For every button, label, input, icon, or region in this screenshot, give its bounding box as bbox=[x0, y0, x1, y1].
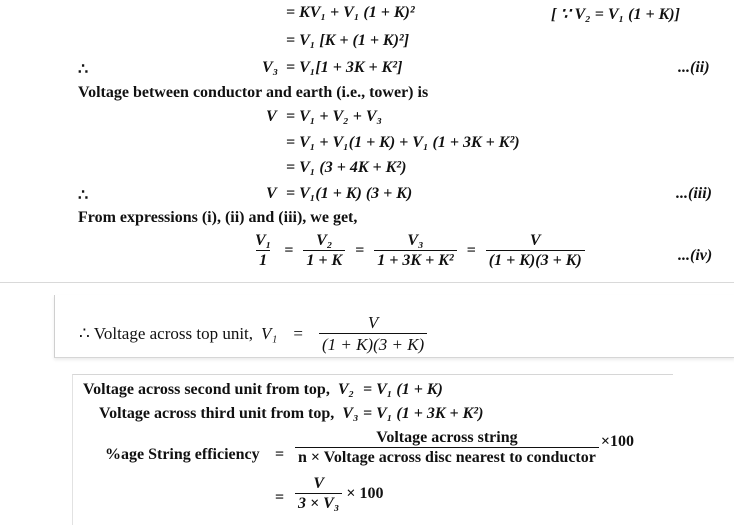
body-sentence: Voltage between conductor and earth (i.e., tower) is bbox=[78, 84, 429, 101]
fraction bbox=[252, 232, 274, 270]
equation-lhs: V bbox=[266, 185, 277, 202]
fraction bbox=[295, 429, 599, 467]
fraction-numerator: V₁ bbox=[255, 232, 272, 249]
fraction bbox=[319, 313, 427, 355]
equation-lhs: V bbox=[266, 108, 277, 125]
top-unit-voltage-panel bbox=[54, 295, 734, 358]
fraction-numerator: V₂ bbox=[316, 232, 333, 249]
equation-lhs: V₃ bbox=[342, 405, 359, 422]
equals-sign: = bbox=[355, 242, 365, 259]
fraction-denominator: n × Voltage across disc nearest to conductor bbox=[295, 447, 599, 467]
fraction-denominator: (1 + K)(3 + K) bbox=[486, 250, 585, 270]
body-sentence bbox=[99, 405, 359, 423]
multiplier: × 100 bbox=[346, 485, 384, 502]
equation-lhs: V₃ bbox=[262, 59, 279, 76]
fraction-denominator: (1 + K)(3 + K) bbox=[319, 333, 427, 355]
ratio-equation bbox=[252, 232, 585, 270]
equation-lhs: V₂ bbox=[337, 381, 355, 398]
fraction-numerator: V bbox=[529, 232, 541, 249]
fraction-numerator: V bbox=[313, 475, 325, 492]
equals-sign: = bbox=[275, 489, 285, 506]
equation-label: Voltage across second unit from top, bbox=[83, 381, 330, 398]
equation-tag-iv: ...(iv) bbox=[678, 247, 713, 264]
equation-line-7: = V₁(1 + K) (3 + K) bbox=[286, 185, 413, 202]
body-sentence bbox=[83, 381, 354, 399]
equation-label: ∴ Voltage across top unit, bbox=[79, 324, 254, 343]
equation-note: [ ∵ V₂ = V₁ (1 + K)] bbox=[551, 6, 680, 23]
body-sentence: From expressions (i), (ii) and (iii), we get, bbox=[78, 209, 358, 226]
efficiency-formula bbox=[295, 429, 634, 467]
fraction-denominator: 1 bbox=[256, 250, 270, 270]
therefore-symbol: ∴ bbox=[78, 187, 89, 204]
fraction bbox=[486, 232, 585, 270]
fraction-denominator: 3 × V₃ bbox=[295, 493, 342, 513]
efficiency-panel bbox=[72, 374, 673, 525]
multiplier: ×100 bbox=[600, 433, 634, 450]
equals-sign: = bbox=[466, 242, 476, 259]
fraction-numerator: Voltage across string bbox=[376, 429, 518, 446]
equation-rhs: = V₁ (1 + 3K + K²) bbox=[363, 405, 484, 422]
equation-line-4: = V₁ + V₂ + V₃ bbox=[286, 108, 383, 125]
equation-lhs: V₁ bbox=[261, 324, 278, 343]
equation-line-2: = V₁ [K + (1 + K)²] bbox=[286, 32, 410, 49]
fraction bbox=[303, 232, 345, 270]
equation-line-6: = V₁ (3 + 4K + K²) bbox=[286, 159, 407, 176]
fraction-denominator: 1 + 3K + K² bbox=[374, 250, 456, 270]
equation-label: Voltage across third unit from top, bbox=[99, 405, 335, 422]
equals-sign: = bbox=[284, 242, 294, 259]
equation-tag-ii: ...(ii) bbox=[678, 59, 710, 76]
efficiency-label: %age String efficiency bbox=[105, 446, 260, 463]
equation-line-3: = V₁[1 + 3K + K²] bbox=[286, 59, 403, 76]
equation-rhs: = V₁ (1 + K) bbox=[363, 381, 443, 398]
fraction-numerator: V bbox=[367, 313, 379, 332]
fraction-denominator: 1 + K bbox=[303, 250, 345, 270]
efficiency-result bbox=[295, 475, 384, 513]
divider bbox=[0, 282, 734, 283]
equals-sign: = bbox=[275, 446, 285, 463]
equation-line-5: = V₁ + V₁(1 + K) + V₁ (1 + 3K + K²) bbox=[286, 134, 520, 151]
top-unit-equation bbox=[79, 313, 427, 355]
fraction bbox=[374, 232, 456, 270]
fraction-numerator: V₃ bbox=[407, 232, 424, 249]
equals-sign: = bbox=[293, 324, 303, 343]
fraction bbox=[295, 475, 342, 513]
equation-tag-iii: ...(iii) bbox=[676, 185, 712, 202]
therefore-symbol: ∴ bbox=[78, 61, 89, 78]
equation-line-1: = KV₁ + V₁ (1 + K)² bbox=[286, 4, 415, 21]
